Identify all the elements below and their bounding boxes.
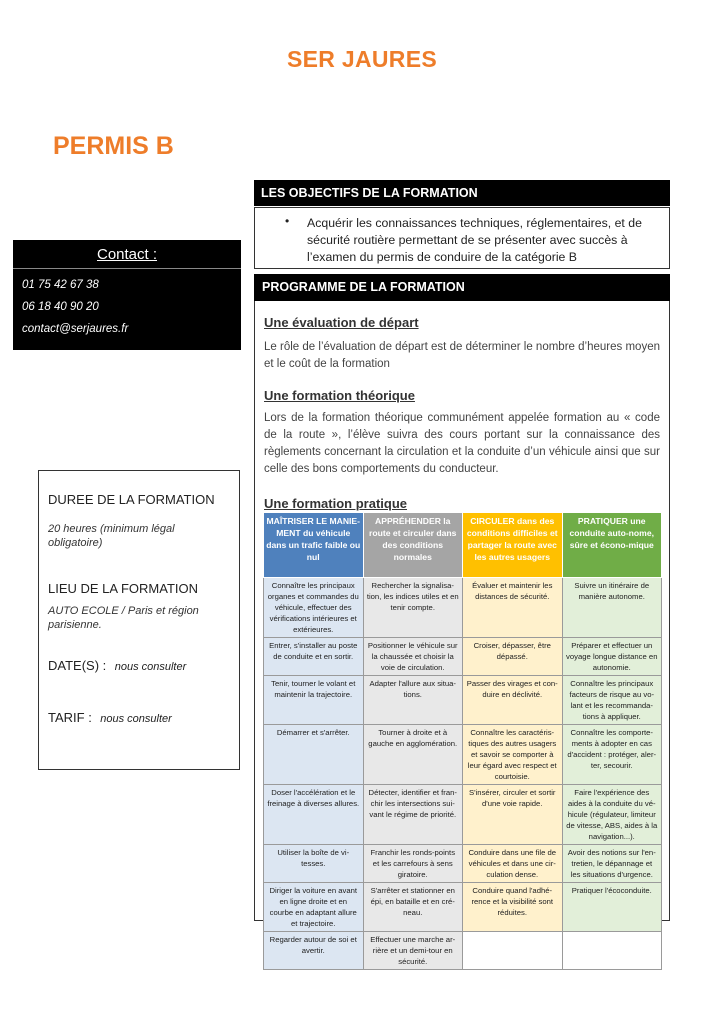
dates-row	[48, 657, 239, 675]
table-row	[264, 578, 662, 638]
contact-box	[13, 240, 241, 350]
table-cell: Effectuer une marche ar-rière et un demi-tour en sécurité.	[363, 932, 463, 970]
table-row	[264, 638, 662, 676]
table-cell: Faire l'expérience des aides à la conduite du vé-hicule (régulateur, limiteur de vitesse, ABS, aides à la navigation...).	[562, 785, 662, 845]
table-cell: Tourner à droite et à gauche en agglomération.	[363, 725, 463, 785]
table-cell: Pratiquer l'écoconduite.	[562, 883, 662, 932]
table-row	[264, 725, 662, 785]
programme-header: PROGRAMME DE LA FORMATION	[254, 274, 670, 301]
objectives-text: Acquérir les connaissances techniques, réglementaires, et de sécurité routière permettant de se présenter avec succès à l’examen du permis de conduire de la catégorie B	[307, 216, 642, 264]
training-info-box	[38, 470, 240, 770]
duration-label: DUREE DE LA FORMATION	[48, 492, 215, 507]
dates-label: DATE(S) :	[48, 658, 107, 673]
bullet-icon: •	[285, 214, 290, 228]
table-row	[264, 932, 662, 970]
contact-email[interactable]: contact@serjaures.fr	[22, 323, 129, 335]
table-cell: Utiliser la boîte de vi-tesses.	[264, 845, 364, 883]
table-cell: Connaître les comporte-ments à adopter en cas d'accident : protéger, aler-ter, secourir.	[562, 725, 662, 785]
objectives-box	[254, 207, 670, 269]
contact-title: Contact :	[13, 240, 241, 269]
table-cell: Démarrer et s'arrêter.	[264, 725, 364, 785]
table-cell: S'insérer, circuler et sortir d'une voie rapide.	[463, 785, 563, 845]
table-cell: Doser l'accélération et le freinage à diverses allures.	[264, 785, 364, 845]
section-heading-practice: Une formation pratique	[264, 496, 408, 511]
table-cell: Regarder autour de soi et avertir.	[264, 932, 364, 970]
table-cell: Adapter l'allure aux situa-tions.	[363, 676, 463, 725]
table-cell: Conduire dans une file de véhicules et dans une cir-culation dense.	[463, 845, 563, 883]
competency-table	[263, 512, 662, 970]
table-cell: Positionner le véhicule sur la chaussée et choisir la voie de circulation.	[363, 638, 463, 676]
section-heading-evaluation: Une évaluation de départ	[264, 315, 419, 330]
section-text-evaluation: Le rôle de l’évaluation de départ est de déterminer le nombre d’heures moyen et le coût de la formation	[264, 341, 660, 370]
column-header-master: MAÎTRISER LE MANIE-MENT du véhicule dans un trafic faible ou nul	[264, 513, 364, 578]
contact-phone-2[interactable]: 06 18 40 90 20	[22, 301, 99, 313]
table-cell-empty	[463, 932, 563, 970]
table-header-row	[264, 513, 662, 578]
table-cell: Évaluer et maintenir les distances de sécurité.	[463, 578, 563, 638]
table-row	[264, 785, 662, 845]
page-title: SER JAURES	[287, 46, 437, 72]
table-cell: Connaître les caractéris-tiques des autres usagers et savoir se comporter à leur égard avec respect et courtoisie.	[463, 725, 563, 785]
price-row	[48, 709, 239, 727]
table-cell: Conduire quand l'adhé-rence et la visibilité sont réduites.	[463, 883, 563, 932]
price-value: nous consulter	[100, 713, 172, 725]
table-cell: Préparer et effectuer un voyage longue distance en autonomie.	[562, 638, 662, 676]
table-cell: Connaître les principaux organes et commandes du véhicule, effectuer des vérifications intérieures et extérieures.	[264, 578, 364, 638]
table-cell: Suivre un itinéraire de manière autonome.	[562, 578, 662, 638]
table-cell-empty	[562, 932, 662, 970]
table-cell: Tenir, tourner le volant et maintenir la trajectoire.	[264, 676, 364, 725]
table-row	[264, 883, 662, 932]
section-heading-theory: Une formation théorique	[264, 388, 415, 403]
table-cell: Croiser, dépasser, être dépassé.	[463, 638, 563, 676]
duration-value: 20 heures (minimum légal obligatoire)	[48, 523, 175, 549]
dates-value: nous consulter	[114, 661, 187, 673]
table-cell: Passer des virages et con-duire en déclivité.	[463, 676, 563, 725]
price-label: TARIF :	[48, 710, 92, 725]
page-subtitle: PERMIS B	[53, 132, 174, 160]
column-header-apprehend: APPRÉHENDER la route et circuler dans des conditions normales	[363, 513, 463, 578]
objectives-header: LES OBJECTIFS DE LA FORMATION	[254, 180, 670, 206]
table-row	[264, 845, 662, 883]
location-value: AUTO ECOLE / Paris et région parisienne.	[48, 605, 199, 631]
column-header-practice: PRATIQUER une conduite auto-nome, sûre et écono-mique	[562, 513, 662, 578]
table-cell: Avoir des notions sur l'en-tretien, le dépannage et les situations d'urgence.	[562, 845, 662, 883]
table-row	[264, 676, 662, 725]
column-header-circulate: CIRCULER dans des conditions difficiles et partager la route avec les autres usagers	[463, 513, 563, 578]
table-cell: Rechercher la signalisa-tion, les indices utiles et en tenir compte.	[363, 578, 463, 638]
location-label: LIEU DE LA FORMATION	[48, 581, 199, 596]
contact-phone-1[interactable]: 01 75 42 67 38	[22, 279, 99, 291]
table-cell: Connaître les principaux facteurs de risque au vo-lant et les recommanda-tions à appliquer.	[562, 676, 662, 725]
table-cell: S'arrêter et stationner en épi, en bataille et en cré-neau.	[363, 883, 463, 932]
table-cell: Diriger la voiture en avant en ligne droite et en courbe en adaptant allure et trajectoire.	[264, 883, 364, 932]
table-cell: Entrer, s'installer au poste de conduite et en sortir.	[264, 638, 364, 676]
table-cell: Franchir les ronds-points et les carrefours à sens giratoire.	[363, 845, 463, 883]
table-cell: Détecter, identifier et fran-chir les intersections sui-vant le régime de priorité.	[363, 785, 463, 845]
section-text-theory: Lors de la formation théorique communément appelée formation au « code de la route », l’élève suivra des cours portant sur la connaissance des règlements concernant la circulation et la conduite d’un véhicule ainsi que sur celle des bons comportements du conducteur.	[264, 412, 660, 475]
